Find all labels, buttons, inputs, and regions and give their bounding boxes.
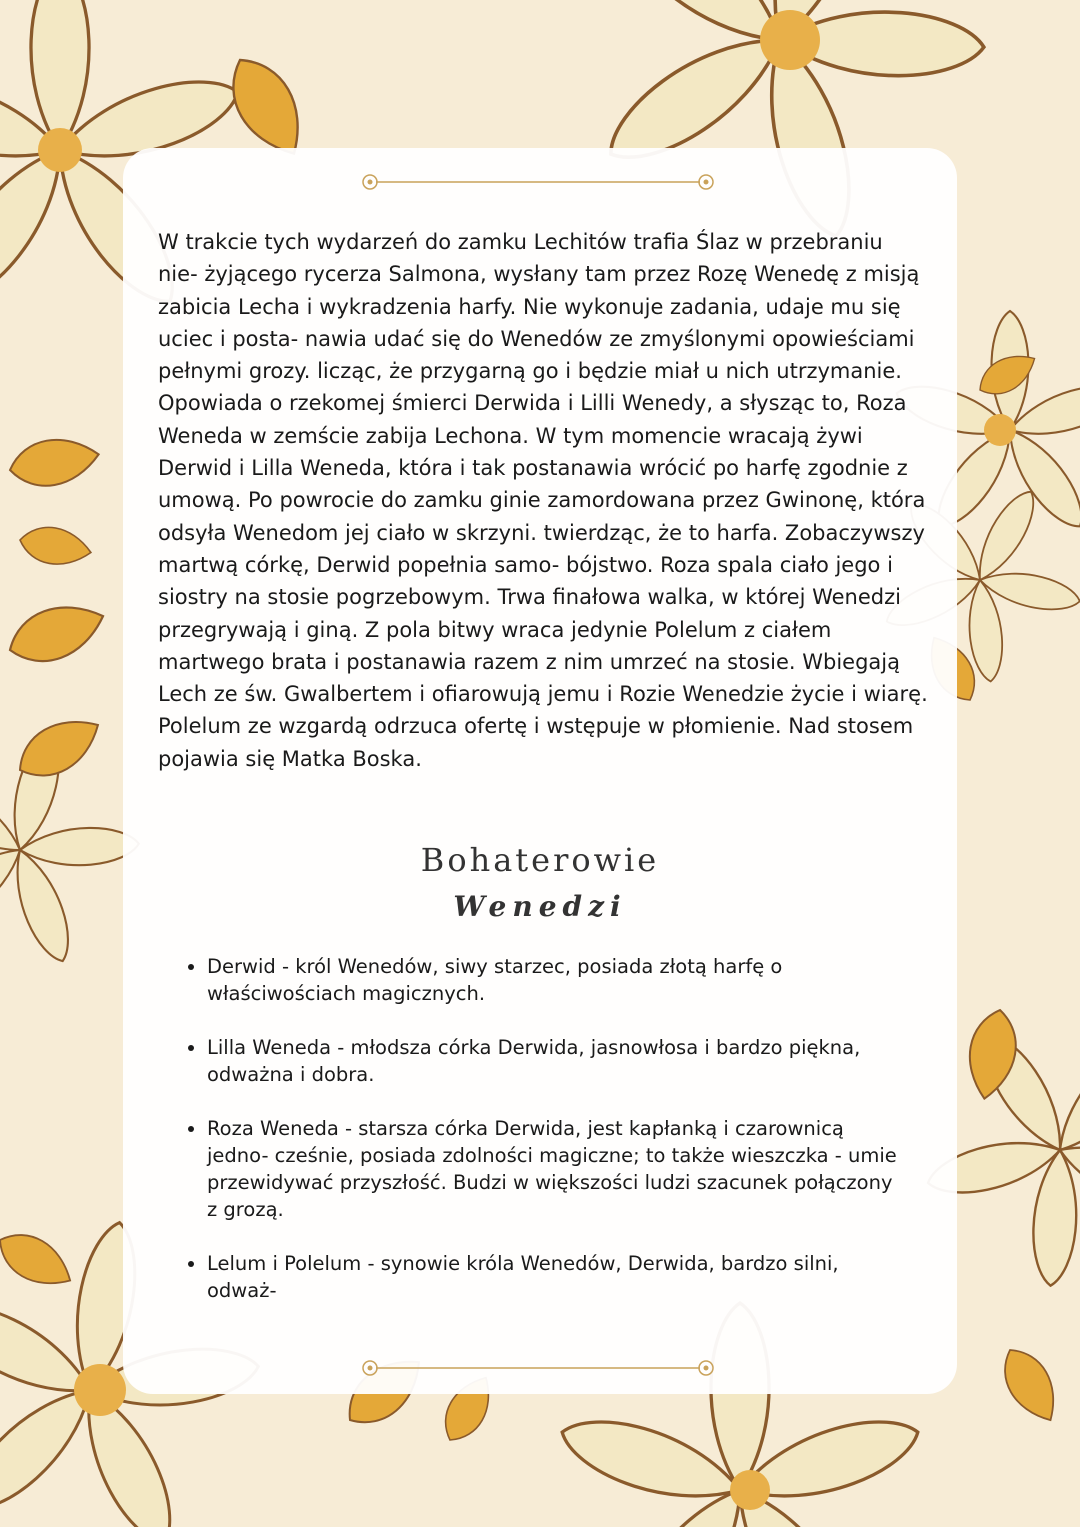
list-item: Roza Weneda - starsza córka Derwida, jest kapłanką i czarownicą jedno- cześnie, posiada zdolności magiczne; to także wieszczka - umie przewidywać przyszłość. Budzi w większości ludzi szacunek połączony z grozą. bbox=[183, 1115, 903, 1223]
content-card bbox=[123, 148, 957, 1394]
section-subheading: Wenedzi bbox=[453, 890, 627, 923]
flower-center bbox=[760, 10, 820, 70]
leaf bbox=[17, 522, 94, 570]
flower-center bbox=[984, 414, 1016, 446]
ornament-divider-bottom bbox=[358, 1356, 718, 1380]
leaf bbox=[0, 1222, 80, 1298]
list-item: Lelum i Polelum - synowie króla Wenedów, Derwida, bardzo silni, odważ- bbox=[183, 1250, 903, 1304]
characters-list bbox=[183, 953, 903, 1331]
leaf bbox=[2, 593, 112, 673]
ornament-divider-top bbox=[358, 170, 718, 194]
leaf bbox=[992, 1340, 1068, 1430]
leaf bbox=[6, 432, 102, 492]
flower-center bbox=[730, 1470, 770, 1510]
section-heading: Bohaterowie bbox=[420, 841, 660, 879]
list-item: Derwid - król Wenedów, siwy starzec, posiada złotą harfę o właściwościach magicznych. bbox=[183, 953, 903, 1007]
flower-center bbox=[38, 128, 82, 172]
list-item: Lilla Weneda - młodsza córka Derwida, jasnowłosa i bardzo piękna, odważna i dobra. bbox=[183, 1034, 903, 1088]
plot-summary-paragraph: W trakcie tych wydarzeń do zamku Lechitów trafia Ślaz w przebraniu nie- żyjącego rycerza Salmona, wysłany tam przez Rozę Wenedę z misją zabicia Lecha i wykradzenia harfy. Nie wykonuje zadania, udaje mu się uciec i posta- nawia udać się do Wenedów ze zmyślonymi opowieściami pełnymi grozy. licząc, że przygarną go i będzie miał u nich utrzymanie. Opowiada o rzekomej śmierci Derwida i Lilli Wenedy, a słysząc to, Roza Weneda w zemście zabija Lechona. W tym momencie wracają żywi Derwid i Lilla Weneda, która i tak postanawia wrócić po harfę zgodnie z umową. Po powrocie do zamku ginie zamordowana przez Gwinonę, która odsyła Wenedom jej ciało w skrzyni. twierdząc, że to harfa. Zobaczywszy martwą córkę, Derwid popełnia samo- bójstwo. Roza spala ciało jego i siostry na stosie pogrzebowym. Trwa finałowa walka, w której Wenedzi przegrywają i giną. Z pola bitwy wraca jedynie Polelum z ciałem martwego brata i postanawia razem z nim umrzeć na stosie. Wbiegają Lech ze św. Gwalbertem i ofiarowują jemu i Rozie Wenedzie życie i wiarę. Polelum ze wzgardą odrzuca ofertę i wstępuje w płomienie. Nad stosem pojawia się Matka Boska. bbox=[158, 230, 928, 771]
flower-center bbox=[74, 1364, 126, 1416]
